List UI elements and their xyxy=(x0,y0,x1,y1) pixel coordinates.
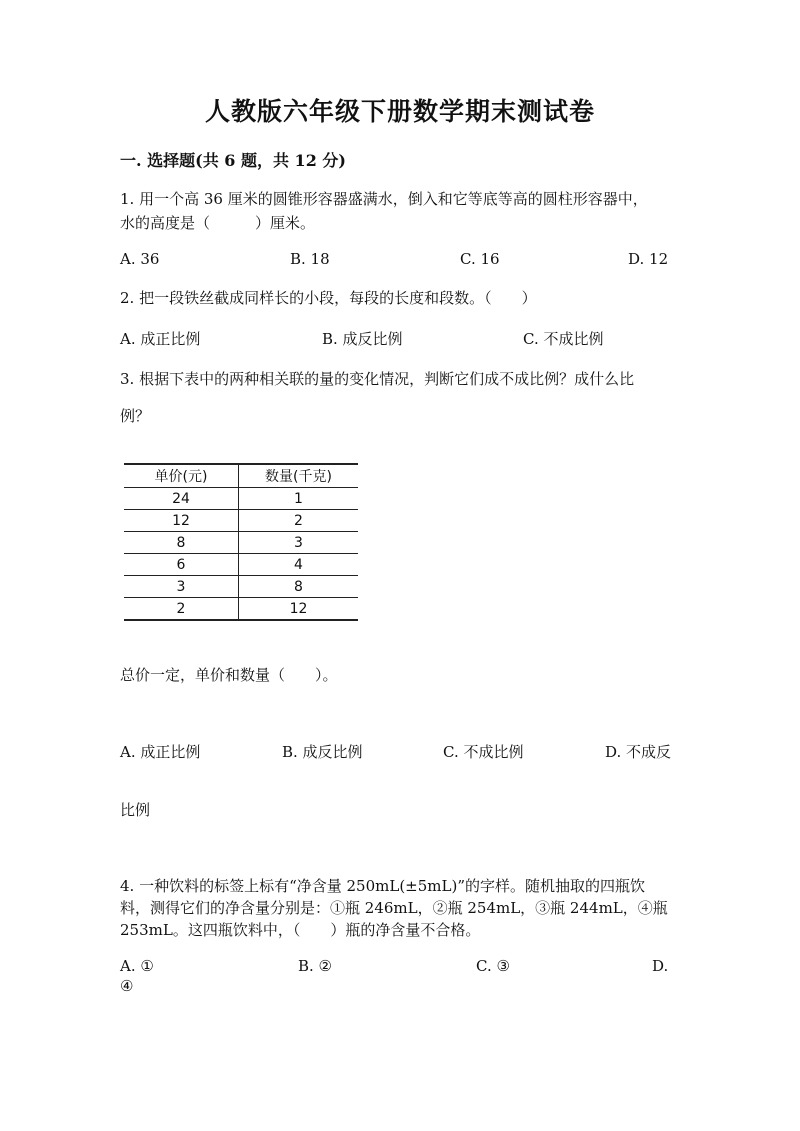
question-4-line-3: 253mL。这四瓶饮料中，（ ）瓶的净含量不合格。 xyxy=(120,921,481,939)
question-4-line-1: 4. 一种饮料的标签上标有“净含量 250mL(±5mL)”的字样。随机抽取的四瓶饮 xyxy=(120,877,646,895)
question-3-option-c[interactable]: C. 不成比例 xyxy=(443,743,524,761)
question-4-option-d[interactable]: D. xyxy=(652,957,669,975)
table-cell: 3 xyxy=(239,532,359,554)
table-row xyxy=(124,488,358,510)
question-4-line-2: 料，测得它们的净含量分别是：①瓶 246mL，②瓶 254mL，③瓶 244mL，④瓶 xyxy=(120,899,668,917)
table-cell: 2 xyxy=(124,598,239,621)
table-row xyxy=(124,554,358,576)
question-1-option-d[interactable]: D. 12 xyxy=(628,250,669,268)
question-2-option-c[interactable]: C. 不成比例 xyxy=(523,330,604,348)
table-row xyxy=(124,598,358,621)
question-3-option-a[interactable]: A. 成正比例 xyxy=(120,743,201,761)
question-3-option-b[interactable]: B. 成反比例 xyxy=(282,743,363,761)
table-cell: 8 xyxy=(239,576,359,598)
question-2-option-a[interactable]: A. 成正比例 xyxy=(120,330,201,348)
question-1-option-c[interactable]: C. 16 xyxy=(460,250,500,268)
table-header-cell: 单价(元) xyxy=(124,464,239,488)
question-3-line-2: 例？ xyxy=(120,407,151,425)
table-cell: 2 xyxy=(239,510,359,532)
question-3-option-d[interactable]: D. 不成反 xyxy=(605,743,672,761)
table-cell: 1 xyxy=(239,488,359,510)
table-cell: 6 xyxy=(124,554,239,576)
table-cell: 12 xyxy=(124,510,239,532)
table-header-row xyxy=(124,464,358,488)
page-title: 人教版六年级下册数学期末测试卷 xyxy=(204,97,595,126)
question-1-option-a[interactable]: A. 36 xyxy=(120,250,160,268)
question-4-option-b[interactable]: B. ② xyxy=(298,957,333,975)
table-cell: 8 xyxy=(124,532,239,554)
question-4-option-c[interactable]: C. ③ xyxy=(476,957,510,975)
price-quantity-table xyxy=(124,463,358,621)
question-4-option-a[interactable]: A. ① xyxy=(120,957,154,975)
table-cell: 3 xyxy=(124,576,239,598)
question-2-text: 2. 把一段铁丝截成同样长的小段，每段的长度和段数。（ ） xyxy=(120,289,537,307)
section-heading: 一. 选择题(共 6 题，共 12 分) xyxy=(120,151,346,170)
table-row xyxy=(124,532,358,554)
question-3-prompt: 总价一定，单价和数量（ ）。 xyxy=(120,666,338,684)
table-cell: 24 xyxy=(124,488,239,510)
table-cell: 12 xyxy=(239,598,359,621)
table-cell: 4 xyxy=(239,554,359,576)
table-row xyxy=(124,576,358,598)
question-1-line-1: 1. 用一个高 36 厘米的圆锥形容器盛满水，倒入和它等底等高的圆柱形容器中， xyxy=(120,190,648,208)
question-3-line-1: 3. 根据下表中的两种相关联的量的变化情况，判断它们成不成比例？成什么比 xyxy=(120,370,635,388)
question-1-option-b[interactable]: B. 18 xyxy=(290,250,330,268)
table-row xyxy=(124,510,358,532)
question-4-option-d-wrap: ④ xyxy=(120,977,134,995)
table-header-cell: 数量(千克) xyxy=(239,464,359,488)
question-3-option-d-wrap: 比例 xyxy=(120,801,151,819)
question-1-line-2: 水的高度是（ ）厘米。 xyxy=(120,214,316,232)
question-2-option-b[interactable]: B. 成反比例 xyxy=(322,330,403,348)
